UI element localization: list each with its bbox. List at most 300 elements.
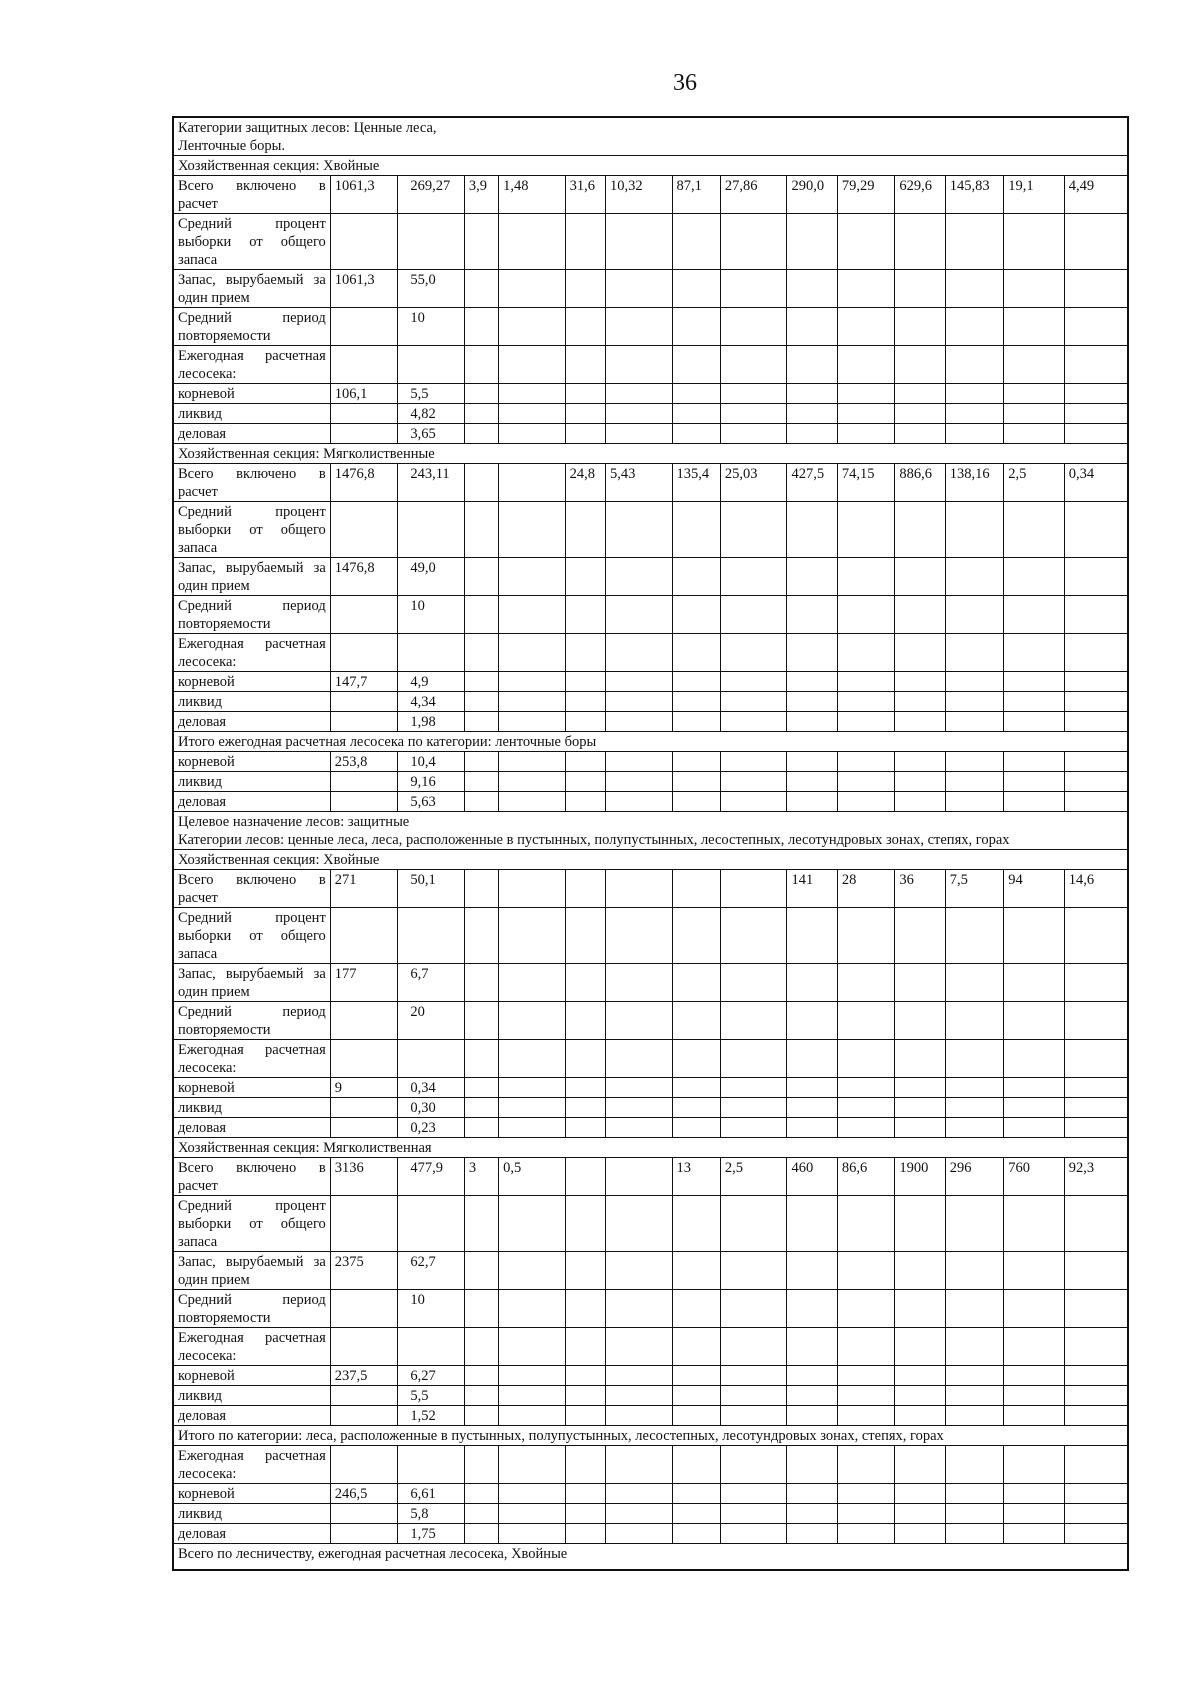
value-cell — [499, 1002, 566, 1040]
value-cell — [606, 1118, 673, 1138]
value-cell — [464, 908, 498, 964]
row-label: Средний период повторяемости — [173, 308, 330, 346]
page-number: 36 — [673, 70, 697, 96]
value-cell: 145,83 — [945, 176, 1003, 214]
value-cell — [464, 384, 498, 404]
value-cell — [1064, 1002, 1128, 1040]
data-row — [173, 692, 1128, 712]
value-cell — [499, 464, 566, 502]
value-cell: 86,6 — [837, 1158, 894, 1196]
row-label: Ежегодная расчетная лесосека: — [173, 634, 330, 672]
value-cell — [606, 1524, 673, 1544]
value-cell — [330, 1406, 398, 1426]
value-cell — [895, 214, 945, 270]
value-cell — [672, 1504, 720, 1524]
section-heading-line: Хозяйственная секция: Мягколиственные — [178, 446, 435, 462]
value-cell — [1064, 1386, 1128, 1406]
value-cell — [720, 964, 787, 1002]
value-cell — [606, 1098, 673, 1118]
value-cell — [1004, 752, 1064, 772]
value-cell — [565, 1290, 605, 1328]
value-cell: 5,8 — [398, 1504, 465, 1524]
value-cell — [895, 1504, 945, 1524]
value-cell — [787, 1386, 837, 1406]
value-cell — [330, 1196, 398, 1252]
value-cell — [672, 1002, 720, 1040]
data-row — [173, 214, 1128, 270]
value-cell — [330, 1118, 398, 1138]
value-cell — [837, 404, 894, 424]
section-heading-line: Хозяйственная секция: Мягколиственная — [178, 1140, 432, 1156]
value-cell — [565, 1524, 605, 1544]
value-cell — [606, 1158, 673, 1196]
value-cell — [945, 1446, 1003, 1484]
row-label: корневой — [173, 752, 330, 772]
value-cell — [720, 1002, 787, 1040]
value-cell — [895, 346, 945, 384]
value-cell — [945, 634, 1003, 672]
value-cell — [837, 1524, 894, 1544]
value-cell — [720, 1040, 787, 1078]
value-cell — [837, 502, 894, 558]
value-cell — [1004, 404, 1064, 424]
value-cell — [464, 1002, 498, 1040]
value-cell — [945, 792, 1003, 812]
data-row — [173, 404, 1128, 424]
row-label: Всего включено в расчет — [173, 464, 330, 502]
value-cell — [398, 1040, 465, 1078]
data-row — [173, 1328, 1128, 1366]
value-cell — [499, 1328, 566, 1366]
value-cell — [945, 1040, 1003, 1078]
value-cell — [499, 424, 566, 444]
value-cell — [1064, 1040, 1128, 1078]
section-heading — [173, 1426, 1128, 1446]
value-cell — [945, 424, 1003, 444]
value-cell — [464, 308, 498, 346]
data-row — [173, 772, 1128, 792]
value-cell — [565, 672, 605, 692]
value-cell — [499, 384, 566, 404]
value-cell — [499, 404, 566, 424]
value-cell — [606, 1446, 673, 1484]
value-cell — [672, 270, 720, 308]
value-cell — [565, 792, 605, 812]
value-cell — [895, 596, 945, 634]
value-cell: 760 — [1004, 1158, 1064, 1196]
value-cell: 49,0 — [398, 558, 465, 596]
value-cell — [606, 1290, 673, 1328]
value-cell — [895, 1290, 945, 1328]
value-cell — [787, 964, 837, 1002]
value-cell — [837, 772, 894, 792]
value-cell: 4,82 — [398, 404, 465, 424]
value-cell — [672, 870, 720, 908]
section-heading-row — [173, 850, 1128, 870]
section-heading-line: Итого ежегодная расчетная лесосека по категории: ленточные боры — [178, 734, 597, 750]
value-cell — [565, 1406, 605, 1426]
value-cell — [330, 404, 398, 424]
value-cell — [672, 1196, 720, 1252]
value-cell — [565, 214, 605, 270]
value-cell — [565, 712, 605, 732]
value-cell — [464, 1484, 498, 1504]
data-row — [173, 308, 1128, 346]
value-cell — [945, 384, 1003, 404]
value-cell: 4,34 — [398, 692, 465, 712]
value-cell — [1064, 1196, 1128, 1252]
data-row — [173, 964, 1128, 1002]
value-cell — [720, 752, 787, 772]
value-cell — [398, 634, 465, 672]
value-cell — [895, 308, 945, 346]
value-cell — [330, 1040, 398, 1078]
value-cell — [787, 346, 837, 384]
value-cell — [672, 1098, 720, 1118]
value-cell — [945, 1098, 1003, 1118]
value-cell: 271 — [330, 870, 398, 908]
value-cell — [895, 1196, 945, 1252]
value-cell — [1064, 424, 1128, 444]
value-cell — [837, 1406, 894, 1426]
value-cell — [464, 1290, 498, 1328]
value-cell — [895, 270, 945, 308]
value-cell: 0,34 — [1064, 464, 1128, 502]
data-row — [173, 712, 1128, 732]
value-cell: 4,49 — [1064, 176, 1128, 214]
value-cell — [330, 792, 398, 812]
row-label: Ежегодная расчетная лесосека: — [173, 1446, 330, 1484]
value-cell — [464, 752, 498, 772]
value-cell: 6,7 — [398, 964, 465, 1002]
value-cell — [330, 692, 398, 712]
value-cell — [945, 1196, 1003, 1252]
section-heading-line: Ленточные боры. — [178, 138, 286, 154]
value-cell: 629,6 — [895, 176, 945, 214]
value-cell — [672, 634, 720, 672]
value-cell — [499, 908, 566, 964]
value-cell — [895, 712, 945, 732]
value-cell — [1064, 1078, 1128, 1098]
value-cell — [837, 424, 894, 444]
value-cell — [720, 908, 787, 964]
value-cell — [672, 1446, 720, 1484]
value-cell — [1004, 308, 1064, 346]
value-cell — [1064, 1406, 1128, 1426]
table-body — [173, 117, 1128, 1570]
value-cell — [1004, 558, 1064, 596]
value-cell — [1004, 1328, 1064, 1366]
value-cell — [1004, 1040, 1064, 1078]
value-cell — [1004, 692, 1064, 712]
row-label: Всего включено в расчет — [173, 870, 330, 908]
value-cell — [837, 1040, 894, 1078]
value-cell — [895, 1328, 945, 1366]
value-cell — [464, 792, 498, 812]
value-cell: 147,7 — [330, 672, 398, 692]
value-cell: 9,16 — [398, 772, 465, 792]
value-cell — [895, 1484, 945, 1504]
value-cell — [1064, 596, 1128, 634]
value-cell: 94 — [1004, 870, 1064, 908]
value-cell — [837, 1078, 894, 1098]
value-cell — [1064, 1524, 1128, 1544]
value-cell: 10,32 — [606, 176, 673, 214]
value-cell — [1064, 792, 1128, 812]
value-cell — [464, 1328, 498, 1366]
value-cell — [330, 1446, 398, 1484]
value-cell: 290,0 — [787, 176, 837, 214]
value-cell — [1064, 964, 1128, 1002]
value-cell — [565, 964, 605, 1002]
row-label: ликвид — [173, 692, 330, 712]
section-heading — [173, 812, 1128, 850]
value-cell — [1004, 214, 1064, 270]
value-cell — [464, 1252, 498, 1290]
value-cell — [945, 712, 1003, 732]
value-cell — [464, 270, 498, 308]
value-cell — [945, 692, 1003, 712]
value-cell — [606, 692, 673, 712]
value-cell — [1064, 1366, 1128, 1386]
value-cell — [464, 712, 498, 732]
value-cell — [672, 908, 720, 964]
value-cell: 50,1 — [398, 870, 465, 908]
value-cell — [895, 1386, 945, 1406]
value-cell: 10,4 — [398, 752, 465, 772]
value-cell — [945, 1078, 1003, 1098]
value-cell — [330, 1386, 398, 1406]
value-cell: 25,03 — [720, 464, 787, 502]
row-label: ликвид — [173, 772, 330, 792]
value-cell — [464, 1040, 498, 1078]
value-cell — [1004, 1290, 1064, 1328]
value-cell — [672, 1484, 720, 1504]
value-cell — [464, 596, 498, 634]
value-cell: 106,1 — [330, 384, 398, 404]
value-cell — [464, 1366, 498, 1386]
value-cell — [464, 1386, 498, 1406]
value-cell — [565, 1504, 605, 1524]
value-cell — [606, 384, 673, 404]
row-label: деловая — [173, 1118, 330, 1138]
row-label: деловая — [173, 1406, 330, 1426]
row-label: Всего включено в расчет — [173, 1158, 330, 1196]
value-cell — [945, 672, 1003, 692]
value-cell — [565, 634, 605, 672]
value-cell: 2375 — [330, 1252, 398, 1290]
value-cell — [499, 308, 566, 346]
value-cell — [895, 634, 945, 672]
value-cell — [606, 752, 673, 772]
value-cell — [672, 214, 720, 270]
value-cell — [330, 596, 398, 634]
value-cell — [672, 596, 720, 634]
value-cell — [464, 1406, 498, 1426]
value-cell — [787, 214, 837, 270]
value-cell — [720, 1290, 787, 1328]
value-cell — [398, 1446, 465, 1484]
value-cell — [464, 672, 498, 692]
value-cell — [787, 792, 837, 812]
value-cell — [945, 752, 1003, 772]
value-cell: 19,1 — [1004, 176, 1064, 214]
value-cell — [787, 424, 837, 444]
value-cell — [787, 270, 837, 308]
data-row — [173, 1040, 1128, 1078]
value-cell — [606, 214, 673, 270]
value-cell — [499, 502, 566, 558]
data-row — [173, 1196, 1128, 1252]
value-cell — [672, 1040, 720, 1078]
value-cell: 5,5 — [398, 1386, 465, 1406]
value-cell: 79,29 — [837, 176, 894, 214]
value-cell — [837, 752, 894, 772]
value-cell — [606, 792, 673, 812]
value-cell — [1064, 558, 1128, 596]
value-cell — [837, 384, 894, 404]
value-cell: 237,5 — [330, 1366, 398, 1386]
value-cell — [606, 424, 673, 444]
value-cell — [499, 1386, 566, 1406]
value-cell — [499, 1098, 566, 1118]
value-cell: 4,9 — [398, 672, 465, 692]
value-cell — [1064, 384, 1128, 404]
value-cell — [787, 1446, 837, 1484]
value-cell — [1004, 1386, 1064, 1406]
data-row — [173, 1290, 1128, 1328]
value-cell — [837, 1196, 894, 1252]
value-cell: 886,6 — [895, 464, 945, 502]
value-cell: 0,30 — [398, 1098, 465, 1118]
data-row — [173, 1158, 1128, 1196]
value-cell — [499, 1252, 566, 1290]
value-cell — [1004, 1406, 1064, 1426]
value-cell — [464, 964, 498, 1002]
value-cell — [330, 346, 398, 384]
row-label: деловая — [173, 792, 330, 812]
forest-allowable-cut-table — [172, 116, 1129, 1571]
value-cell — [330, 214, 398, 270]
value-cell — [945, 270, 1003, 308]
value-cell — [1064, 692, 1128, 712]
value-cell — [565, 692, 605, 712]
value-cell — [945, 1118, 1003, 1138]
value-cell — [499, 1078, 566, 1098]
value-cell — [499, 1196, 566, 1252]
data-row — [173, 1504, 1128, 1524]
row-label: Запас, вырубаемый за один прием — [173, 270, 330, 308]
value-cell — [672, 502, 720, 558]
data-row — [173, 634, 1128, 672]
value-cell — [895, 404, 945, 424]
section-heading-row — [173, 156, 1128, 176]
value-cell: 3136 — [330, 1158, 398, 1196]
value-cell: 3,9 — [464, 176, 498, 214]
value-cell — [606, 1078, 673, 1098]
value-cell — [565, 772, 605, 792]
value-cell — [895, 692, 945, 712]
value-cell: 24,8 — [565, 464, 605, 502]
value-cell — [1004, 596, 1064, 634]
value-cell — [1004, 1504, 1064, 1524]
section-heading — [173, 156, 1128, 176]
data-row — [173, 1002, 1128, 1040]
value-cell — [837, 1118, 894, 1138]
value-cell — [672, 404, 720, 424]
value-cell — [720, 634, 787, 672]
section-heading-row — [173, 117, 1128, 156]
value-cell — [499, 1040, 566, 1078]
value-cell — [1004, 502, 1064, 558]
value-cell: 253,8 — [330, 752, 398, 772]
value-cell — [330, 1002, 398, 1040]
value-cell — [895, 1446, 945, 1484]
value-cell — [565, 1196, 605, 1252]
value-cell: 1061,3 — [330, 270, 398, 308]
value-cell — [499, 692, 566, 712]
data-row — [173, 596, 1128, 634]
value-cell — [499, 1118, 566, 1138]
value-cell: 0,5 — [499, 1158, 566, 1196]
row-label: Средний период повторяемости — [173, 1290, 330, 1328]
value-cell — [787, 1406, 837, 1426]
value-cell — [895, 1252, 945, 1290]
value-cell — [787, 908, 837, 964]
value-cell — [787, 1098, 837, 1118]
value-cell: 1,98 — [398, 712, 465, 732]
value-cell — [499, 1406, 566, 1426]
value-cell — [945, 908, 1003, 964]
row-label: ликвид — [173, 1386, 330, 1406]
value-cell — [330, 772, 398, 792]
value-cell — [787, 1252, 837, 1290]
value-cell — [787, 404, 837, 424]
value-cell — [1004, 1118, 1064, 1138]
value-cell — [398, 346, 465, 384]
value-cell — [787, 1504, 837, 1524]
value-cell — [672, 1406, 720, 1426]
data-row — [173, 672, 1128, 692]
section-heading — [173, 117, 1128, 156]
section-heading-line: Категории защитных лесов: Ценные леса, — [178, 120, 437, 136]
value-cell: 55,0 — [398, 270, 465, 308]
value-cell — [787, 1366, 837, 1386]
value-cell — [499, 1290, 566, 1328]
value-cell — [565, 384, 605, 404]
value-cell — [945, 214, 1003, 270]
value-cell — [1064, 752, 1128, 772]
value-cell — [499, 346, 566, 384]
value-cell — [565, 1252, 605, 1290]
value-cell — [1064, 772, 1128, 792]
value-cell — [565, 1078, 605, 1098]
row-label: Ежегодная расчетная лесосека: — [173, 1328, 330, 1366]
value-cell — [895, 772, 945, 792]
value-cell — [720, 558, 787, 596]
value-cell: 243,11 — [398, 464, 465, 502]
value-cell: 1900 — [895, 1158, 945, 1196]
value-cell — [672, 1118, 720, 1138]
value-cell: 0,23 — [398, 1118, 465, 1138]
value-cell — [606, 964, 673, 1002]
section-heading — [173, 1138, 1128, 1158]
value-cell — [1004, 1002, 1064, 1040]
value-cell — [606, 404, 673, 424]
value-cell — [895, 1002, 945, 1040]
value-cell — [837, 692, 894, 712]
value-cell — [720, 1118, 787, 1138]
